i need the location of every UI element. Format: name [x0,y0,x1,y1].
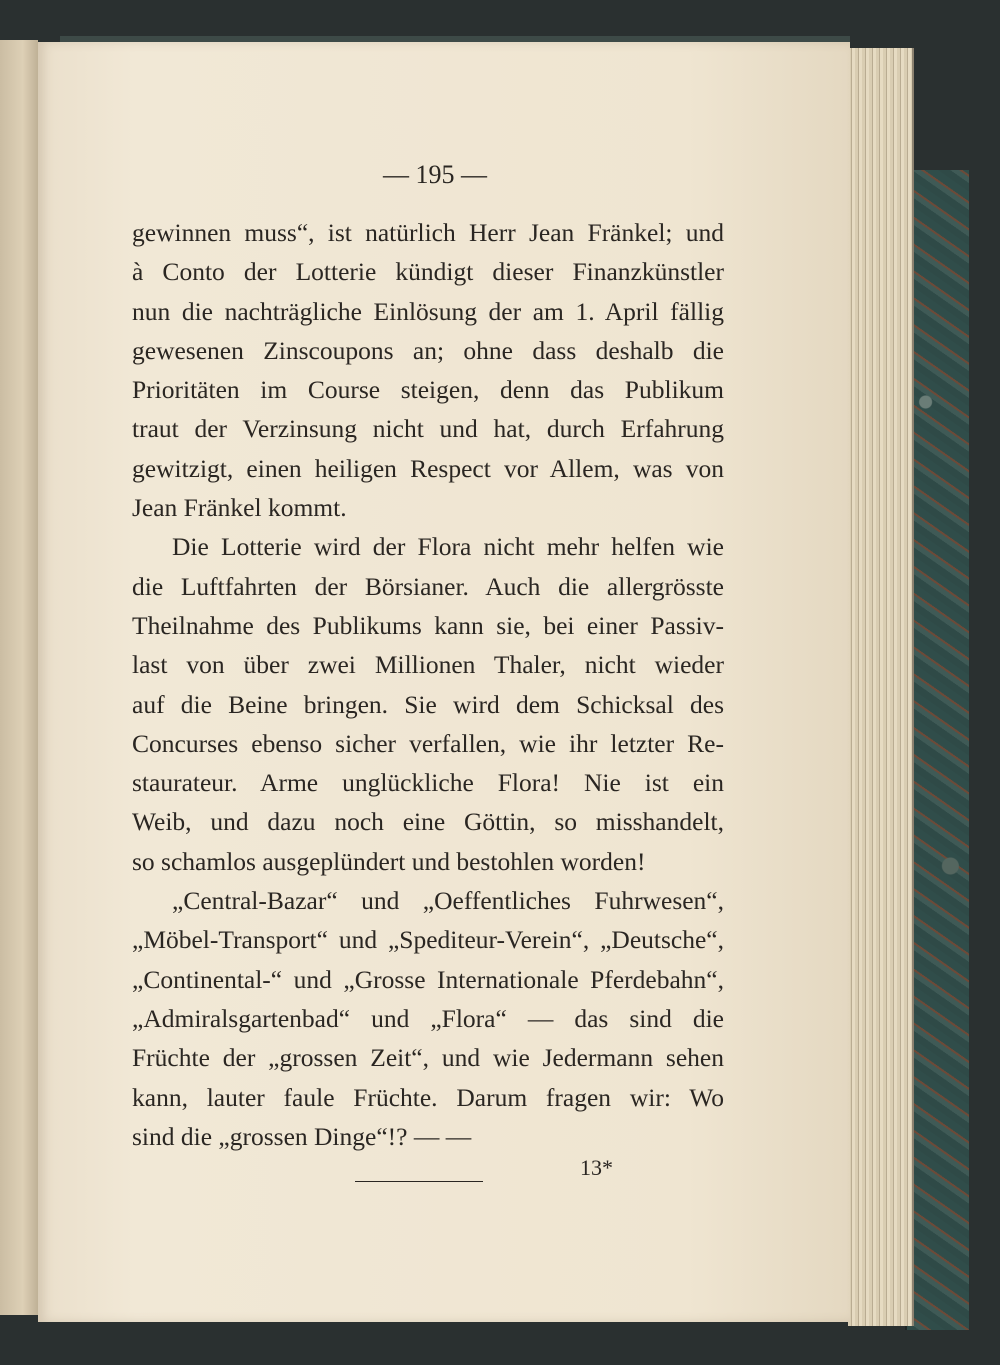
text-line: so schamlos ausgeplündert und bestohlen worden! [132,846,646,876]
text-line: auf die Beine bringen. Sie wird dem Schicksal des [132,689,724,719]
text-line: staurateur. Arme unglückliche Flora! Nie ist ein [132,768,724,798]
signature-rule [355,1181,483,1182]
facing-page-edge [0,40,38,1315]
text-line: Jean Fränkel kommt. [132,493,347,523]
text-line: gewitzigt, einen heiligen Respect vor Allem, was von [132,453,724,483]
text-line: die Luftfahrten der Börsianer. Auch die allergrösste [132,571,724,601]
page-body-text [132,213,724,1156]
text-line: à Conto der Lotterie kündigt dieser Finanzkünstler [132,257,724,287]
text-line: gewesenen Zinscoupons an; ohne dass deshalb die [132,335,724,365]
text-line: „Möbel-Transport“ und „Spediteur-Verein“, „Deutsche“, [132,925,724,955]
text-line: „Continental-“ und „Grosse Internationale Pferdebahn“, [132,964,724,994]
marbled-cover [905,170,969,1330]
text-line: Die Lotterie wird der Flora nicht mehr helfen wie [172,532,724,562]
page-number-header: — 195 — [383,160,487,189]
text-line: Theilnahme des Publikums kann sie, bei einer Passiv- [132,610,724,640]
text-line: sind die „grossen Dinge“!? — — [132,1121,472,1151]
text-line: kann, lauter faule Früchte. Darum fragen wir: Wo [132,1082,724,1112]
text-line: Früchte der „grossen Zeit“, und wie Jedermann sehen [132,1043,724,1073]
signature-mark: 13* [580,1155,613,1180]
text-line: Weib, und dazu noch eine Göttin, so misshandelt, [132,807,724,837]
text-line: „Admiralsgartenbad“ und „Flora“ — das sind die [132,1003,724,1033]
text-line: Concurses ebenso sicher verfallen, wie ihr letzter Re- [132,728,724,758]
text-line: gewinnen muss“, ist natürlich Herr Jean Fränkel; und [132,218,724,247]
text-line: Prioritäten im Course steigen, denn das Publikum [132,375,724,405]
text-line: nun die nachträgliche Einlösung der am 1. April fällig [132,296,724,326]
text-line: „Central-Bazar“ und „Oeffentliches Fuhrwesen“, [172,886,724,916]
text-line: traut der Verzinsung nicht und hat, durch Erfahrung [132,414,724,444]
text-line: last von über zwei Millionen Thaler, nicht wieder [132,650,724,680]
page-edges [848,48,914,1326]
